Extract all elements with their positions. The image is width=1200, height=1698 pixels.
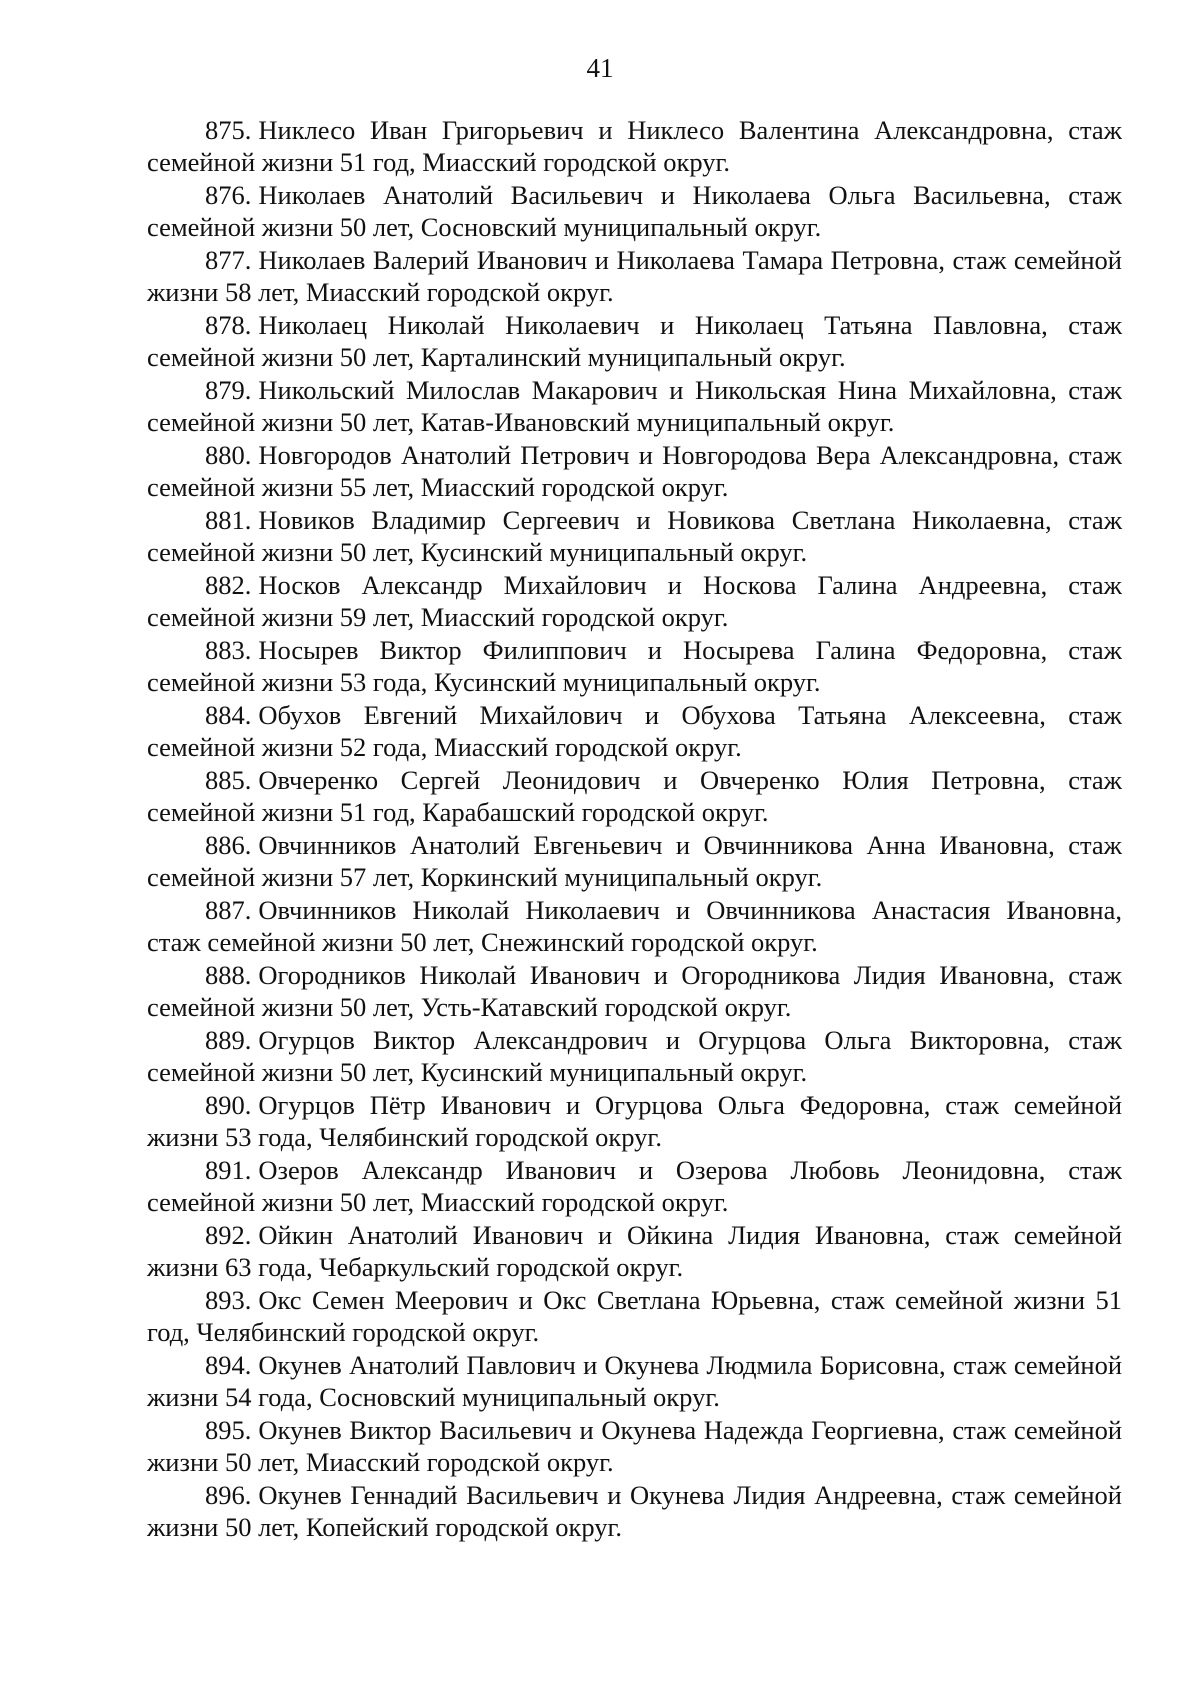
entry-text: Никольский Милослав Макарович и Никольская Нина Михайловна, стаж семейной жизни 50 лет, Катав-Ивановский муниципальный округ. (147, 375, 1122, 437)
list-item (147, 504, 1122, 568)
list-item (147, 309, 1122, 373)
entry-text: Огородников Николай Иванович и Огородникова Лидия Ивановна, стаж семейной жизни 50 лет, Усть-Катавский городской округ. (147, 960, 1122, 1022)
list-item (147, 959, 1122, 1023)
entry-text: Носырев Виктор Филиппович и Носырева Галина Федоровна, стаж семейной жизни 53 года, Кусинский муниципальный округ. (147, 635, 1122, 697)
entry-text: Овчинников Николай Николаевич и Овчинникова Анастасия Ивановна, стаж семейной жизни 50 лет, Снежинский городской округ. (147, 895, 1122, 957)
entry-number: 884. (205, 700, 252, 730)
entry-text: Овчинников Анатолий Евгеньевич и Овчинникова Анна Ивановна, стаж семейной жизни 57 лет, Коркинский муниципальный округ. (147, 830, 1122, 892)
entry-number: 892. (205, 1220, 252, 1250)
entry-text: Никлесо Иван Григорьевич и Никлесо Валентина Александровна, стаж семейной жизни 51 год, Миасский городской округ. (147, 115, 1122, 177)
entry-number: 895. (205, 1415, 252, 1445)
entry-text: Новиков Владимир Сергеевич и Новикова Светлана Николаевна, стаж семейной жизни 50 лет, Кусинский муниципальный округ. (147, 505, 1122, 567)
entry-text: Огурцов Пётр Иванович и Огурцова Ольга Федоровна, стаж семейной жизни 53 года, Челябинский городской округ. (147, 1090, 1122, 1152)
entry-number: 885. (205, 765, 252, 795)
entry-number: 882. (205, 570, 252, 600)
entry-text: Огурцов Виктор Александрович и Огурцова Ольга Викторовна, стаж семейной жизни 50 лет, Кусинский муниципальный округ. (147, 1025, 1122, 1087)
list-item (147, 699, 1122, 763)
list-item (147, 1089, 1122, 1153)
list-item (147, 1024, 1122, 1088)
list-item (147, 1154, 1122, 1218)
list-item (147, 1349, 1122, 1413)
entry-number: 883. (205, 635, 252, 665)
list-item (147, 894, 1122, 958)
entry-text: Озеров Александр Иванович и Озерова Любовь Леонидовна, стаж семейной жизни 50 лет, Миасский городской округ. (147, 1155, 1122, 1217)
list-item (147, 569, 1122, 633)
list-item (147, 179, 1122, 243)
entry-number: 878. (205, 310, 252, 340)
list-item (147, 1219, 1122, 1283)
entry-number: 887. (205, 895, 252, 925)
entry-text: Обухов Евгений Михайлович и Обухова Татьяна Алексеевна, стаж семейной жизни 52 года, Миасский городской округ. (147, 700, 1122, 762)
list-item (147, 829, 1122, 893)
entry-number: 877. (205, 245, 252, 275)
entry-number: 881. (205, 505, 252, 535)
entry-number: 893. (205, 1285, 252, 1315)
entry-text: Новгородов Анатолий Петрович и Новгородова Вера Александровна, стаж семейной жизни 55 лет, Миасский городской округ. (147, 440, 1122, 502)
entry-number: 886. (205, 830, 252, 860)
list-item (147, 764, 1122, 828)
entry-text: Николаев Анатолий Васильевич и Николаева Ольга Васильевна, стаж семейной жизни 50 лет, Сосновский муниципальный округ. (147, 180, 1122, 242)
list-item (147, 114, 1122, 178)
entry-number: 890. (205, 1090, 252, 1120)
entry-number: 875. (205, 115, 252, 145)
entry-number: 891. (205, 1155, 252, 1185)
page-number: 41 (586, 53, 614, 83)
entry-number: 896. (205, 1480, 252, 1510)
entry-text: Ойкин Анатолий Иванович и Ойкина Лидия Ивановна, стаж семейной жизни 63 года, Чебаркульский городской округ. (147, 1220, 1122, 1282)
entry-text: Окс Семен Меерович и Окс Светлана Юрьевна, стаж семейной жизни 51 год, Челябинский городской округ. (147, 1285, 1122, 1347)
entry-list (147, 114, 1122, 1544)
entry-number: 894. (205, 1350, 252, 1380)
entry-text: Окунев Виктор Васильевич и Окунева Надежда Георгиевна, стаж семейной жизни 50 лет, Миасский городской округ. (147, 1415, 1122, 1477)
list-item (147, 1284, 1122, 1348)
entry-text: Окунев Геннадий Васильевич и Окунева Лидия Андреевна, стаж семейной жизни 50 лет, Копейский городской округ. (147, 1480, 1122, 1542)
entry-text: Николаев Валерий Иванович и Николаева Тамара Петровна, стаж семейной жизни 58 лет, Миасский городской округ. (147, 245, 1122, 307)
entry-number: 876. (205, 180, 252, 210)
list-item (147, 244, 1122, 308)
entry-text: Окунев Анатолий Павлович и Окунева Людмила Борисовна, стаж семейной жизни 54 года, Сосновский муниципальный округ. (147, 1350, 1122, 1412)
entry-text: Овчеренко Сергей Леонидович и Овчеренко Юлия Петровна, стаж семейной жизни 51 год, Карабашский городской округ. (147, 765, 1122, 827)
entry-number: 888. (205, 960, 252, 990)
entry-number: 880. (205, 440, 252, 470)
entry-text: Николаец Николай Николаевич и Николаец Татьяна Павловна, стаж семейной жизни 50 лет, Карталинский муниципальный округ. (147, 310, 1122, 372)
list-item (147, 1414, 1122, 1478)
list-item (147, 374, 1122, 438)
list-item (147, 439, 1122, 503)
list-item (147, 1479, 1122, 1543)
entry-text: Носков Александр Михайлович и Носкова Галина Андреевна, стаж семейной жизни 59 лет, Миасский городской округ. (147, 570, 1122, 632)
list-item (147, 634, 1122, 698)
entry-number: 889. (205, 1025, 252, 1055)
entry-number: 879. (205, 375, 252, 405)
